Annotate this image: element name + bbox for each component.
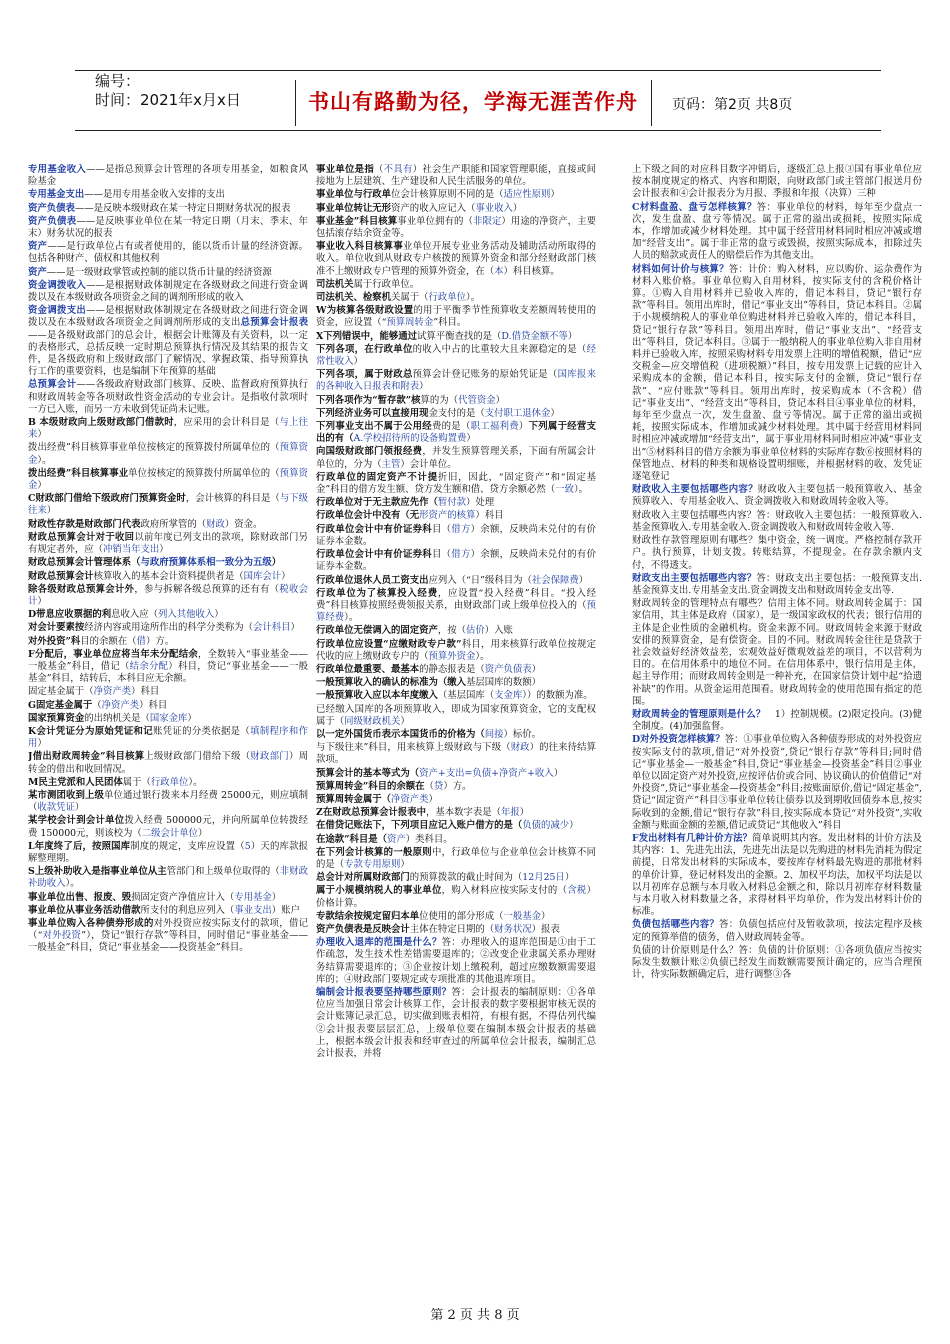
paragraph: 对外投资”科目的余额在（借）方。 bbox=[28, 635, 175, 647]
paragraph: 行政单位为了核算投入经费，应设置“投入经费”科目。“投入经费”科目核算按照经费领报关系，由财政部门或上级单位投入的（预算经费）。 bbox=[316, 587, 596, 624]
paragraph: 事业单位是指（不具有）社会生产职能和国家管理职能，直接或间接地为上层建筑、生产建设和人民生活服务的单位。 bbox=[316, 164, 596, 188]
paragraph: 财政收入主要包括哪些内容？财政收入主要包括一般预算收入、基金预算收入、专用基金收入、资金调拨收入和财政周转金收入等。 bbox=[632, 484, 922, 508]
paragraph: 下列各项作为“暂存款”核算的为（代管资金） bbox=[316, 394, 505, 406]
paragraph: 财政总预算会计核算收入的基本会计资料提供者是（国库会计） bbox=[28, 570, 291, 582]
paragraph: 财政总预算会计对于收回以前年度已列支出的款项，除财政部门另有规定者外，应（冲销当年支出） bbox=[28, 531, 308, 556]
paragraph: 一般预算收入应以本年度缴入（基层国库（支金库））的数额为准。 bbox=[316, 690, 593, 702]
paragraph: Z在财政总预算会计报表中，基本数字表是（年报） bbox=[316, 807, 530, 819]
paragraph: 在借贷记账法下，下列项目应记入账户借方的是（负债的减少） bbox=[316, 820, 579, 832]
paragraph: 办理收入退库的范围是什么？答：办理收入的退库范围是①由于工作疏忽，发生技术性差错需要退库的；②改变企业隶属关系办理财务结算需要退库的；③企业按计划上缴税利，超过应缴数额需要退库的；④财政部门要规定或专项批准的其他退库项目。 bbox=[316, 937, 596, 985]
header-motto: 书山有路勤为径，学海无涯苦作舟 bbox=[308, 90, 638, 114]
paragraph: 资产负债表——是反映事业单位在某一特定日期（月末、季末、年末）财务状况的报表 bbox=[28, 215, 308, 240]
paragraph: 下列经济业务可以直接用现金支付的是（支付职工退休金） bbox=[316, 407, 560, 419]
paragraph: F发出材料有几种计价方法？简单说明其内容。发出材料的计价方法及其内容：1、先进先出法，先进先出法是以先购进的材料先消耗为假定前提，日常发出材料的实际成本，要按库存材料最先购进的那批材料的单价计算，登记材料发出的金额。2、加权平均法，加权平均法是以以月初库存总额与本月收入材料总金额之和，除以月初库存材料数量与本月收入材料数量之各，求得材料平均单价，作为发出材料计价的标准。 bbox=[632, 832, 922, 918]
time-label: 时间：2021年x月x日 bbox=[95, 91, 241, 109]
column-middle bbox=[316, 164, 596, 1299]
paragraph: 行政单位最重要、最基本的静态报表是（资产负债表） bbox=[316, 663, 542, 675]
paragraph: 资产——是行政单位占有或者使用的，能以货币计量的经济资源。包括各种财产、债权和其他权利 bbox=[28, 241, 308, 265]
paragraph: 事业单位转让无形资产的收入应记入（事业收入） bbox=[316, 202, 523, 214]
header-page-label: 页码：第2页 共8页 bbox=[672, 97, 793, 113]
paragraph: 固定基金属于（净资产类）科目 bbox=[28, 686, 160, 698]
paragraph: 行政单位退休人员工资支出应列入（“日”级科目为（社会保障费） bbox=[316, 574, 589, 586]
paragraph: 材料如何计价与核算？答：计价：购入材料，应以购价、运杂费作为材料入账价格。事业单位购入自用材料，按实际支付的含税价格计算。①购入自用材料并已验收入库的，借记本科目，贷记“银行存款”等科目。领用出库时，借记“事业支出”等科目，贷记本科目。②属于小规模纳税人的事业单位购进材料并已验收入库的，借记本科目，贷记“银行存款”等科目。领用出库时，借记“事业支出”、“经营支出”等科目，贷记本科目。③属于一般纳税人的事业单位购入非自用材料并已验收入库，按照采购材料专用发票上注明的增值税额，借记“应交税金—应交增值税（进项税额）”科目，按专用发票上记载的应计入采购成本的金额，借记本科目，按实际支付的金额，贷记“银行存款”、“应付账款”等科目。领用出库时，按采购成本（不含税）借记“事业支出”、“经营支出”等科目，贷记本科目④事业单位的材料，每年至少盘点一次，发生盘盈、盘亏等情况。属于正常的溢出或损耗，按照实际成本，作增加或减少材料处理。其中属于经营用材料同时相应冲减或增加“经营支出”，属于事业用材料同时相应冲减“事业支出”⑤材料科目的借方余额为事业单位材料的实际库存数⑥按照材料的保管地点、材料的种类和规格设置明细账，并根据材料的收、发凭证逐笔登记 bbox=[632, 263, 922, 483]
paragraph: 财政总预算会计管理体系（与政府预算体系相一致分为五级） bbox=[28, 557, 282, 569]
paragraph: M民主党派和人民团体属于（行政单位）。 bbox=[28, 776, 203, 788]
header-bottom-rule bbox=[75, 130, 881, 131]
paragraph: 资产负债表——是反映本级财政在某一特定日期财务状况的报表 bbox=[28, 202, 291, 214]
paragraph: 某市测团收到上级单位通过银行拨来本月经费 25000元，则应填制（收款凭证） bbox=[28, 789, 308, 814]
paragraph: 资金调拨支出——是根据财政体制规定在各级财政之间进行资金调拨以及在本级财政各项资金之间调剂所形成的支出总预算会计报表——是各级财政部门的总会计，根据会计账簿及有关资料，以一定的表格形式，总括反映一定时期总预算执行情况及其结果的报告文件，是各级政府和上级财政部门了解情况、掌握政策、指导预算执行工作的重要资料，也是编制下年预算的基础 bbox=[28, 305, 308, 378]
paragraph: 已经缴入国库的各项预算收入，即成为国家预算资金，它的支配权属于（同级财政机关） bbox=[316, 703, 596, 727]
paragraph: K会计凭证分为原始凭证和记账凭证的分类依据是（填制程序和作用） bbox=[28, 725, 308, 750]
paragraph: 事业单位购入各种债券形成的对外投资应按实际支付的款项，借记（“对外投资”），贷记“银行存款”等科目，同时借记“事业基金——一般基金”科目，贷记“事业基金——投资基金”科目。 bbox=[28, 917, 308, 954]
paragraph: C材料盘盈、盘亏怎样核算？答：事业单位的材料，每年至少盘点一次，发生盘盈、盘亏等情况。属于正常的溢出或损耗，按照实际成本，作增加或减少材料处理。其中属于经营用材料同时相应冲减或增加“经营支出”。属于非正常的盘亏或毁损，按照实际成本，扣除过失人员的赔款或责任人的赔偿后作为其他支出。 bbox=[632, 201, 922, 262]
paragraph: B 本级财政向上级财政部门借款时，应采用的会计科目是（与上往来） bbox=[28, 417, 308, 441]
paragraph: 向国级财政部门领报经费，并发生预算管理关系，下面有所属会计单位的，分为（主管）会计单位。 bbox=[316, 446, 596, 470]
paragraph: 财政收入主要包括哪些内容？答：财政收入主要包括：一般预算收入.基金预算收入.专用基金收入.资金调拨收入和财政周转金收入等. bbox=[632, 509, 922, 533]
paragraph: D带息应收票据的利息收入应（列入其他收入） bbox=[28, 609, 224, 621]
paragraph: 编制会计报表要坚持哪些原则？答：会计报表的编制原则：①各单位应当加强日常会计核算工作，会计报表的数字要根据审核无误的会计账簿记录汇总，切实做到账表相符，有根有据，不得估列代编②会计报表要层层汇总，上级单位要在编制本级会计报表的基础上，根据本级会计报表和经审查过的所属单位会计报表，编制汇总会计报表，并将 bbox=[316, 987, 596, 1060]
paragraph: 事业收入科目核算事业单位开展专业业务活动及辅助活动所取得的收入。单位收到从财政专户核拨的预算外资金和部分经财政部门核准不上缴财政专户管理的预算外资金，在（本）科目核算。 bbox=[316, 241, 596, 277]
paragraph: 资金调拨收入——是根据财政体制规定在各级财政之间进行资金调拨以及在本级财政各项资金之间的调剂所形成的收入 bbox=[28, 279, 308, 304]
paragraph: 预算会计的基本等式为（资产+支出=负债+净资产+收入） bbox=[316, 767, 564, 779]
paragraph: 行政单位会计中有价证券科目（借方）余额，反映尚未兑付的有价证券本金数。 bbox=[316, 523, 596, 547]
paragraph: 下列各项，属于财政总预算会计登记账务的原始凭证是（国库报来的各种收入日报表和附表） bbox=[316, 369, 596, 393]
paragraph: S上级补助收入是指事业单位从主管部门和上级单位取得的（非财政补助收入）。 bbox=[28, 866, 308, 890]
paragraph: 资产负债表是反映会计主体在特定日期的（财务状况）报表 bbox=[316, 923, 560, 935]
paragraph: 一般预算收入的确认的标准为（缴入基层国库的数额） bbox=[316, 677, 542, 689]
column-left bbox=[28, 164, 308, 1299]
paragraph: 事业单位出售、报废、毁损固定资产净值应计入（专用基金） bbox=[28, 891, 282, 903]
paragraph: 事业单位与行政单位会计核算原则不同的是（适应性原则） bbox=[316, 189, 560, 201]
paragraph: 负债包括哪些内容？答：负债包括应付及暂收款项，按法定程序及核定的预算举借的债务，借入财政周转金等。 bbox=[632, 919, 922, 943]
header-left bbox=[95, 72, 241, 110]
paragraph: 事业基金”科目核算事业单位拥有的（非限定）用途的净资产，主要包括滚存结余资金等。 bbox=[316, 215, 596, 240]
paragraph: 资产——是一级财政掌管或控制的能以货币计量的经济资源 bbox=[28, 266, 272, 278]
paragraph: 总预算会计——各级政府财政部门核算、反映、监督政府预算执行和财政周转金等各项财政性资金活动的专业会计。是指收付款项时一方已入账，而另一方未收到凭证尚未记账。 bbox=[28, 379, 308, 415]
paragraph: 行政单位会计中没有（无形资产的核算）科目 bbox=[316, 510, 504, 522]
paragraph: C财政部门借给下级政府门预算资金时，会计核算的科目是（与下级往来） bbox=[28, 493, 308, 517]
paragraph: 财政支出主要包括哪些内容？答：财政支出主要包括：一般预算支出.基金预算支出.专用基金支出.资金调拨支出和财政周转金支出等. bbox=[632, 572, 922, 596]
header-top-rule bbox=[75, 70, 881, 71]
paragraph: 司法机关、检察机关属于（行政单位）。 bbox=[316, 292, 481, 304]
paragraph: 事业单位从事业务活动借款所支付的利息应列入（事业支出）账户 bbox=[28, 904, 300, 916]
paragraph: 负债的计价原则是什么？答：负债的计价原则：①各项负债应当按实际发生数额计账②负债已经发生而数额需要预计确定的，应当合理预计，待实际数额确定后，进行调整③各 bbox=[632, 944, 922, 981]
paragraph: 专用基金收入——是指总预算会计管理的各项专用基金，如粮食风险基金 bbox=[28, 164, 308, 188]
paragraph: 对会计要素按经济内容或用途所作出的科学分类称为（会计科目） bbox=[28, 622, 300, 634]
paragraph: 在下列会计核算的一般原则中，行政单位与企业单位会计核算不同的是（专款专用原则） bbox=[316, 846, 596, 870]
paragraph: 行政单位的固定资产不计提折旧，因此，“固定资产”和“固定基金”科目的借方发生额、贷方发生额和借、贷方余额必然（一致）。 bbox=[316, 471, 596, 496]
paragraph: 总会计对所属财政部门的预算拨款的截止时间为（12月25日） bbox=[316, 872, 575, 884]
paragraph: 专款结余按规定留归本单位使用的部分形成（一般基金） bbox=[316, 910, 551, 922]
paragraph: 在途款”科目是（资产）类科目。 bbox=[316, 833, 453, 845]
paragraph: 司法机关属于行政单位。 bbox=[316, 278, 420, 290]
paragraph: 下列事业支出不属于公用经费的是（职工福利费）下列属于经营支出的有（A.学校招待所的设备购置费） bbox=[316, 421, 596, 445]
paragraph: 预算周转金”科目的余额在（贷）方。 bbox=[316, 780, 472, 792]
paragraph: 行政单位会计中有价证券科目（借方）余额，反映尚未兑付的有价证券本金数。 bbox=[316, 549, 596, 573]
paragraph: 某学校会计到会计单位拨入经费 500000元，并向所属单位转拨经费 150000元，则该校为（二级会计单位） bbox=[28, 815, 308, 839]
paragraph: X下列错误中，能够通过试算平衡查找的是（D.借贷金额不等） bbox=[316, 330, 578, 342]
paragraph: 除各级财政总预算会计外，参与拆解各级总预算的还有有（税收会计） bbox=[28, 583, 308, 607]
paragraph: 与下级往来”科目，用来核算上级财政与下级（财政）的往来待结算款项。 bbox=[316, 742, 596, 766]
column-right bbox=[632, 164, 922, 1299]
paragraph: 预算周转金属于（净资产类） bbox=[316, 793, 438, 805]
body-columns bbox=[28, 164, 922, 1299]
paragraph: 国家预算资金的出纳机关是（国家金库） bbox=[28, 712, 197, 724]
header-divider-right bbox=[651, 80, 652, 126]
paragraph: D对外投资怎样核算？答：①事业单位购入各种债券形成的对外投资应按实际支付的款项,借记“对外投资”,贷记“银行存款”等科目;同时借记“事业基金—一般基金”科目,贷记“事业基金—投资基金”科目②事业单位以固定资产对外投资,应按评估价或合同、协议确认的价值借记“对外投资”,贷记“事业基金—投资基金”科目;按账面原价,借记“固定基金”,贷记“固定资产”科目③事业单位转让债券以及到期收回债券本息,按实际收到的金额,借记“银行存款”科目,按实际成本贷记“对外投资”,实收金额与账面金额的差额,借记或贷记“其他收入”科目 bbox=[632, 734, 922, 831]
paragraph: 行政单位无偿调入的固定资产，按（估价）入账 bbox=[316, 625, 513, 637]
paragraph: 拨出经费”科目核算事业单位按核定的预算拨付所属单位的（预算资金）。 bbox=[28, 442, 308, 466]
paragraph: L年度终了后，按照国库制度的规定，支库应设置（5）天的库款报解整理期。 bbox=[28, 840, 308, 864]
paragraph: 以一定外国货币表示本国货币的价格为（间接）标价。 bbox=[316, 728, 542, 740]
page-footer: 第 2 页 共 8 页 bbox=[430, 1308, 520, 1323]
paragraph: F分配后，事业单位应将当年未分配结余，全数转入“事业基金——一般基金”科目，借记（结余分配）科目，贷记“事业基金——一般基金”科目，结转后，本科目应无余额。 bbox=[28, 648, 308, 685]
paragraph: 行政单位对于无主款应先作（暂付款）处理 bbox=[316, 497, 495, 509]
paragraph: 上下级之间的对应科目数字冲销后，逐级汇总上报③国有事业单位应按本制度规定的格式、内容和期限，向财政部门或主管部门报送月份会计报表和④会计报表分为月报、季报和年报（决算）三种 bbox=[632, 164, 922, 200]
paragraph: J借出财政周转金”科目核算上级财政部门借给下级（财政部门）周转金的借出和收回情况。 bbox=[28, 751, 308, 775]
number-label: 编号： bbox=[95, 72, 141, 90]
paragraph: G固定基金属于（净资产类）科目 bbox=[28, 699, 168, 711]
paragraph: 财政性存款管理原则有哪些？集中资金，统一调度。严格控制存款开户。执行预算，计划支拨。转账结算，不提现金。在存款余额内支付，不得透支。 bbox=[632, 535, 922, 571]
paragraph: 属于小规模纳税人的事业单位，购入材料应按实际支付的（含税）价格计算。 bbox=[316, 885, 596, 909]
paragraph: 财政性存款是财政部门代表政府所掌管的（财政）资金。 bbox=[28, 518, 263, 530]
paragraph: 下列各项，在行政单位的收入中占的比重较大且来源稳定的是（经常性收入） bbox=[316, 343, 596, 368]
paragraph: 专用基金支出——是用专用基金收入安排的支出 bbox=[28, 189, 225, 201]
paragraph: 拨出经费”科目核算事业单位按核定的预算拨付所属单位的（预算资金） bbox=[28, 467, 308, 492]
paragraph: 财政周转金的管理原则是什么？ 1）控制规模。(2)限定投向。(3)健全制度。(4)加强监督。 bbox=[632, 708, 922, 733]
paragraph: W为核算各级财政设置的用于平衡季节性预算收支差额周转使用的资金，应设置（“预算周转金”科目。 bbox=[316, 305, 596, 329]
paragraph: 财政周转金的管理特点有哪些？信用主体不同。财政周转金属于：国家信用，其主体是政府（国家），是一级国家政权的代表；银行信用的主体是企业性质的金融机构。资金来源不同。财政周转金来源于财政安排的预算资金，是有偿资金。目的不同。财政周转金往往是贷款于社会效益好经济效益差，宏观效益好微观效益差的项目，不以营利为目的。在信用体系中的地位不同。在信用体系中，银行信用是主体，起主导作用；而财政周转金则是一种补充，在国家信贷计划中起“拾遗补缺”的作用。从资金运用范围看。财政周转金的使用范围有指定的范围。 bbox=[632, 598, 922, 707]
paragraph: 行政单位应设置“应缴财政专户款”科目，用来核算行政单位按规定代收的应上缴财政专户的（预算外资金）。 bbox=[316, 638, 596, 662]
